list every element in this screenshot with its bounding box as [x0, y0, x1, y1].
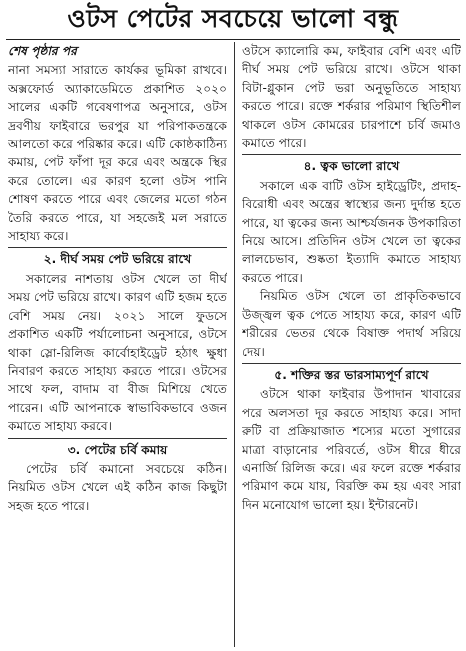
headline-rule [6, 39, 460, 40]
article-column-left [8, 42, 227, 649]
article-paragraph: সকালে এক বাটি ওটস হাইড্রেটিং, প্রদাহ-বিরোধী এবং অন্ত্রের স্বাস্থ্যের জন্য দুর্দান্ত হতে পারে, যা ত্বকের জন্য আশ্চর্যজনক উপকারিতা নিয়ে আসে। প্রতিদিন ওটস খেলে তা ত্বকের লালচেভাব, শুষ্কতা ইত্যাদি কমাতে সাহায্য করতে পারে। [242, 178, 461, 285]
section-rule [242, 363, 461, 364]
section-heading: ৫. শক্তির স্তর ভারসাম্যপূর্ণ রাখে [274, 367, 429, 382]
article-headline: ওটস পেটের সবচেয়ে ভালো বন্ধু [67, 4, 399, 33]
article-paragraph: সকালের নাশতায় ওটস খেলে তা দীর্ঘ সময় পেট ভরিয়ে রাখে। কারণ এটি হজম হতে বেশি সময় নেয়। ২০২১ সালে ফুডসে প্রকাশিত একটি পর্যালোচনা অনুসারে, ওটসে থাকা স্লো-রিলিজ কার্বোহাইড্রেট হঠাৎ ক্ষুধা নিবারণ করতে সাহায্য করতে পারে। ওটসের সাথে ফল, বাদাম বা বীজ মিশিয়ে খেতে পারেন। এটি আপনাকে স্বাভাবিকভাবে ওজন কমাতে সাহায্য করবে। [8, 271, 227, 434]
column-divider [234, 42, 235, 647]
section-rule [242, 154, 461, 155]
section-rule [8, 247, 227, 248]
article-column-right [242, 42, 461, 649]
article-paragraph: ওটসে থাকা ফাইবার উপাদান খাবারের পরে অলসতা দূর করতে সাহায্য করে। সাদা রুটি বা প্রক্রিয়াজাত শস্যের মতো সুগারের মাত্রা বাড়ানোর পরিবর্তে, ওটস ধীরে ধীরে এনার্জি রিলিজ করে। এর ফলে রক্তে শর্করার পরিমাণ কমে যায়, বিরক্তি কম হয় এবং সারা দিন মনোযোগ ভালো হয়। ইন্টারনেট। [242, 387, 461, 512]
article-paragraph: নানা সমস্যা সারাতে কার্যকর ভূমিকা রাখবে। অক্সফোর্ড অ্যাকাডেমিতে প্রকাশিত ২০২০ সালের একটি গবেষণাপত্র অনুসারে, ওটস দ্রবণীয় ফাইবারে ভরপুর যা পরিপাকতন্ত্রকে আলতো করে পরিষ্কার করে। এটি কোষ্ঠকাঠিন্য কমায়, পেট ফাঁপা দূর করে এবং অন্ত্রকে স্থির করে তোলে। এর কারণ হলো ওটস পানি শোষণ করতে পারে এবং জেলের মতো গঠন তৈরি করতে পারে, যা সহজেই মল সরাতে সাহায্য করে। [8, 63, 227, 244]
section-heading: ৪. ত্বক ভালো রাখে [303, 159, 400, 174]
article-paragraph: পেটের চর্বি কমানো সবচেয়ে কঠিন। নিয়মিত ওটস খেলে এই কঠিন কাজ কিছুটা সহজ হতে পারে। [8, 461, 227, 513]
continued-label: শেষ পৃষ্ঠার পর [8, 44, 77, 58]
section-heading: ২. দীর্ঘ সময় পেট ভরিয়ে রাখে [43, 252, 192, 267]
article-paragraph: নিয়মিত ওটস খেলে তা প্রাকৃতিকভাবে উজ্জ্বল ত্বক পেতে সাহায্য করে, কারণ এটি শরীরের ভেতর থেকে বিষাক্ত পদার্থ সরিয়ে দেয়। [242, 289, 461, 359]
article-paragraph: ওটসে ক্যালোরি কম, ফাইবার বেশি এবং এটি দীর্ঘ সময় পেট ভরিয়ে রাখে। ওটসে থাকা বিটা-গ্লুকান পেট ভরা অনুভূতিতে সাহায্য করতে পারে। রক্তে শর্করার পরিমাণ স্থিতিশীল থাকলে ওটস কোমরের চারপাশে চর্বি জমাও কমাতে পারে। [242, 44, 461, 151]
section-heading: ৩. পেটের চর্বি কমায় [67, 442, 168, 457]
section-rule [8, 438, 227, 439]
